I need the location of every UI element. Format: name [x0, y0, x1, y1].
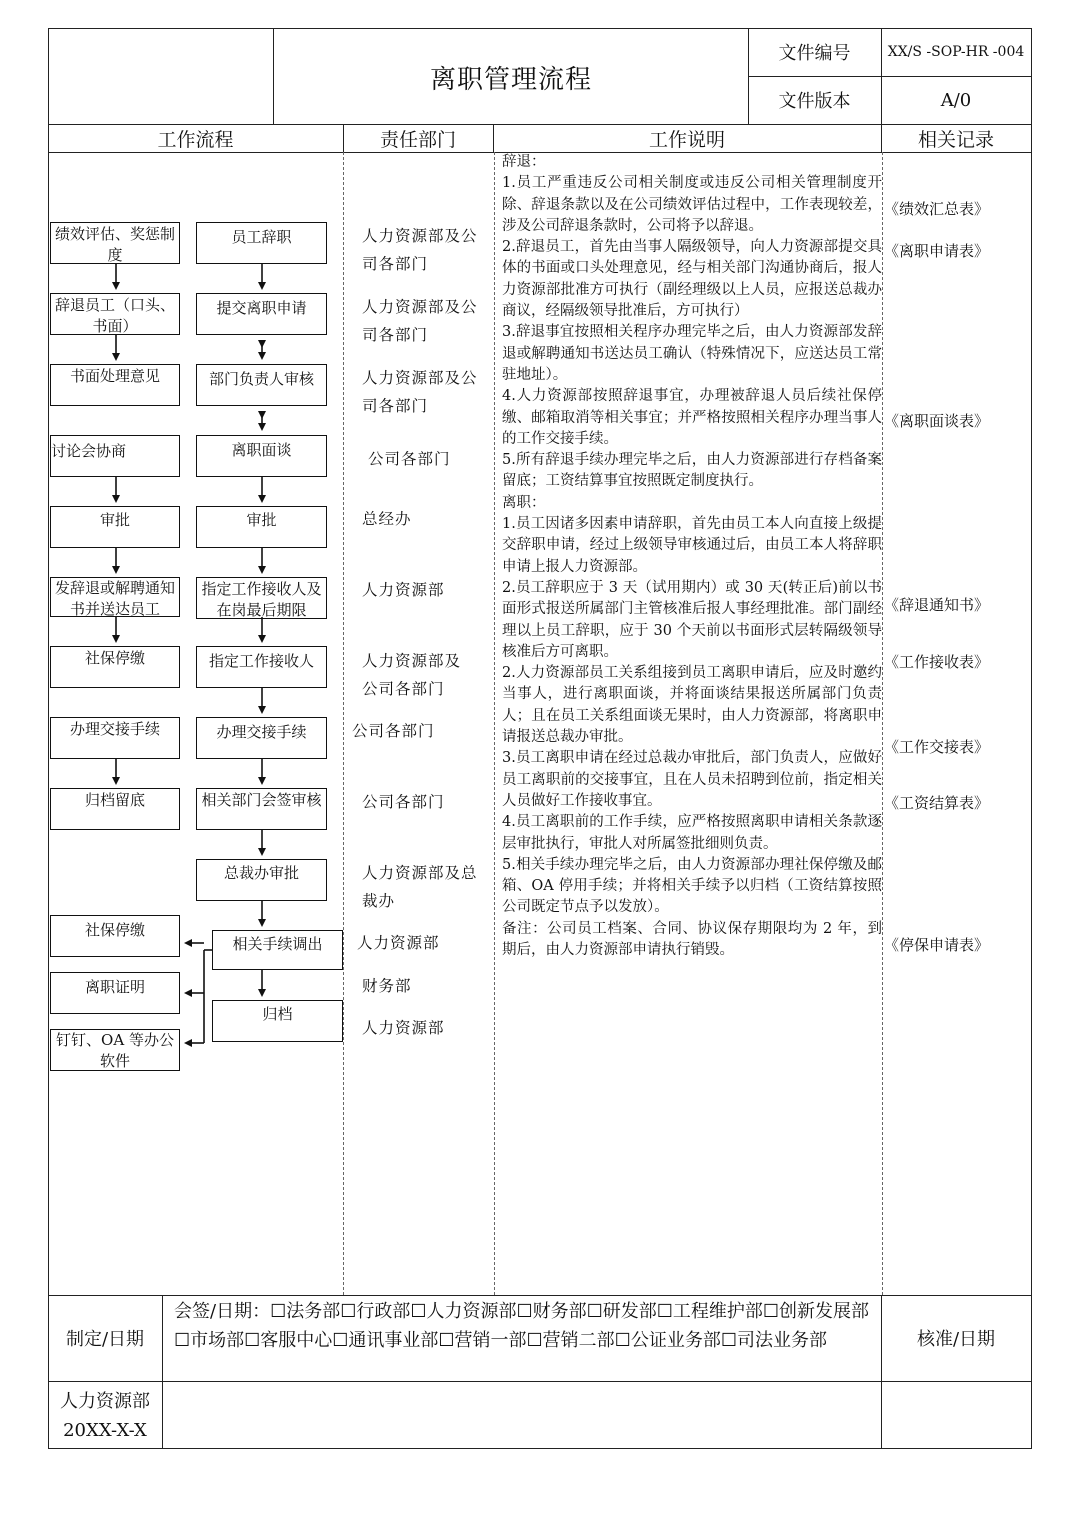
flow-box: 归档留底 — [50, 788, 180, 830]
record-item: 《停保申请表》 — [884, 936, 990, 954]
approve-date-label: 核准/日期 — [916, 1329, 996, 1350]
flow-box: 审批 — [50, 506, 180, 548]
dept-text: 财务部 — [362, 977, 412, 995]
dept-text: 人力资源部及公司各部门 — [362, 227, 478, 273]
desc-paragraph: 3.员工离职申请在经过总裁办审批后，部门负责人，应做好员工离职前的交接事宜，且在人员未招聘到位前，指定相关人员做好工作接收事宜。 — [502, 750, 882, 809]
dept-text: 公司各部门 — [362, 793, 445, 811]
flow-box: 提交离职申请 — [196, 293, 327, 335]
dept-text: 人力资源部及公司各部门 — [362, 652, 462, 698]
dept-text: 人力资源部及公司各部门 — [362, 369, 478, 415]
desc-paragraph: 2.辞退员工，首先由当事人隔级领导，向人力资源部提交具体的书面或口头处理意见，经与相关部门沟通协商后，报人力资源部批准方可执行（副经理级以上人员，应报送总裁办商议，经隔级领导批准后，方可执行） — [502, 239, 882, 320]
flow-box: 离职面谈 — [196, 435, 327, 477]
version-label: 文件版本 — [778, 91, 851, 112]
desc-paragraph: 4.员工离职前的工作手续，应严格按照离职申请相关条款逐层审批执行，审批人对所属签批细则负责。 — [502, 814, 882, 852]
flow-box: 发辞退或解聘通知书并送达员工 — [50, 577, 180, 617]
flow-box: 书面处理意见 — [50, 364, 180, 406]
flow-box: 社保停缴 — [50, 646, 180, 688]
dept-text: 人力资源部 — [362, 1019, 445, 1037]
dept-text: 人力资源部 — [357, 934, 440, 952]
flow-box: 办理交接手续 — [50, 717, 180, 759]
version-value: A/0 — [940, 89, 972, 111]
doc-no-value: XX/S -SOP-HR -004 — [887, 44, 1025, 60]
dept-text: 人力资源部及总裁办 — [362, 864, 478, 910]
flow-box: 指定工作接收人及在岗最后期限 — [196, 577, 327, 619]
desc-paragraph: 5.所有辞退手续办理完毕之后，由人力资源部进行存档备案留底；工资结算事宜按照既定制度执行。 — [502, 452, 882, 490]
desc-paragraph: 2.人力资源部员工关系组接到员工离职申请后，应及时邀约当事人，进行离职面谈，并将面谈结果报送所属部门负责人；且在员工关系组面谈无果时，由人力资源部，将离职申请报送总裁办审批。 — [502, 665, 882, 746]
flow-box: 相关手续调出 — [212, 930, 343, 970]
flow-box: 辞退员工（口头、书面） — [50, 293, 180, 335]
dept-text: 公司各部门 — [352, 722, 435, 740]
flow-box: 总裁办审批 — [196, 859, 327, 901]
flow-box: 绩效评估、奖惩制度 — [50, 222, 180, 264]
maker-date: 20XX-X-X — [63, 1419, 147, 1441]
dept-text: 人力资源部 — [362, 581, 445, 599]
flow-box: 归档 — [212, 1000, 343, 1042]
desc-paragraph: 4.人力资源部按照辞退事宜，办理被辞退人员后续社保停缴、邮箱取消等相关事宜；并严格按照相关程序办理当事人的工作交接手续。 — [502, 388, 882, 447]
flow-box: 相关部门会签审核 — [196, 788, 327, 830]
record-item: 《工作交接表》 — [884, 738, 990, 756]
flow-box: 讨论会协商 — [50, 435, 180, 477]
record-item: 《工资结算表》 — [884, 794, 990, 812]
flow-box: 审批 — [196, 506, 327, 548]
flow-box: 员工辞职 — [196, 222, 327, 264]
flow-box: 办理交接手续 — [196, 717, 327, 759]
page-title: 离职管理流程 — [429, 64, 592, 95]
desc-paragraph: 3.辞退事宜按照相关程序办理完毕之后，由人力资源部发辞退或解聘通知书送达员工确认（特殊情况下，应送达员工常驻地址）。 — [502, 324, 882, 383]
record-item: 《工作接收表》 — [884, 653, 990, 671]
made-date-label: 制定/日期 — [65, 1329, 145, 1350]
flow-box: 社保停缴 — [50, 915, 180, 957]
record-item: 《辞退通知书》 — [884, 596, 990, 614]
desc-paragraph: 备注：公司员工档案、合同、协议保存期限均为 2 年，到期后，由人力资源部申请执行销毁。 — [502, 920, 882, 958]
record-item: 《离职面谈表》 — [884, 412, 990, 430]
desc-paragraph: 1.员工严重违反公司相关制度或违反公司相关管理制度开除、辞退条款以及在公司绩效评估过程中，工作表现较差，涉及公司辞退条款时，公司将予以辞退。 — [502, 175, 882, 234]
desc-paragraph: 5.相关手续办理完毕之后，由人力资源部办理社保停缴及邮箱、OA 停用手续；并将相关手续予以归档（工资结算按照公司既定节点予以发放）。 — [502, 856, 882, 916]
col-header-desc: 工作说明 — [648, 128, 725, 151]
desc-paragraph: 辞退： — [502, 154, 546, 170]
col-header-dept: 责任部门 — [379, 128, 456, 151]
doc-no-label: 文件编号 — [778, 43, 851, 64]
flow-box: 部门负责人审核 — [196, 364, 327, 406]
col-header-records: 相关记录 — [917, 128, 994, 151]
work-description — [502, 152, 882, 961]
record-item: 《绩效汇总表》 — [884, 200, 990, 218]
maker-dept: 人力资源部 — [60, 1391, 150, 1412]
desc-paragraph: 2.员工辞职应于 3 天（试用期内）或 30 天(转正后)前以书面形式报送所属部门主管核准后报人事经理批准。部门副经理以上员工辞职，应于 30 个天前以书面形式层转隔级领导核准后方可离职。 — [502, 579, 882, 660]
col-header-flow: 工作流程 — [157, 128, 234, 151]
desc-paragraph: 1.员工因诸多因素申请辞职，首先由员工本人向直接上级提交辞职申请，经过上级领导审核通过后，由员工本人将辞职申请上报人力资源部。 — [502, 516, 882, 575]
dept-text: 公司各部门 — [368, 450, 451, 468]
countersign-text: 会签/日期：☐法务部☐行政部☐人力资源部☐财务部☐研发部☐工程维护部☐创新发展部☐市场部☐客服中心☐通讯事业部☐营销一部☐营销二部☐公证业务部☐司法业务部 — [174, 1301, 870, 1351]
record-item: 《离职申请表》 — [884, 242, 990, 260]
flow-box: 钉钉、OA 等办公软件 — [50, 1029, 180, 1071]
flow-box: 离职证明 — [50, 972, 180, 1014]
desc-paragraph: 离职： — [502, 494, 546, 511]
dept-text: 总经办 — [362, 510, 412, 528]
flow-box: 指定工作接收人 — [196, 646, 327, 688]
dept-text: 人力资源部及公司各部门 — [362, 298, 478, 344]
